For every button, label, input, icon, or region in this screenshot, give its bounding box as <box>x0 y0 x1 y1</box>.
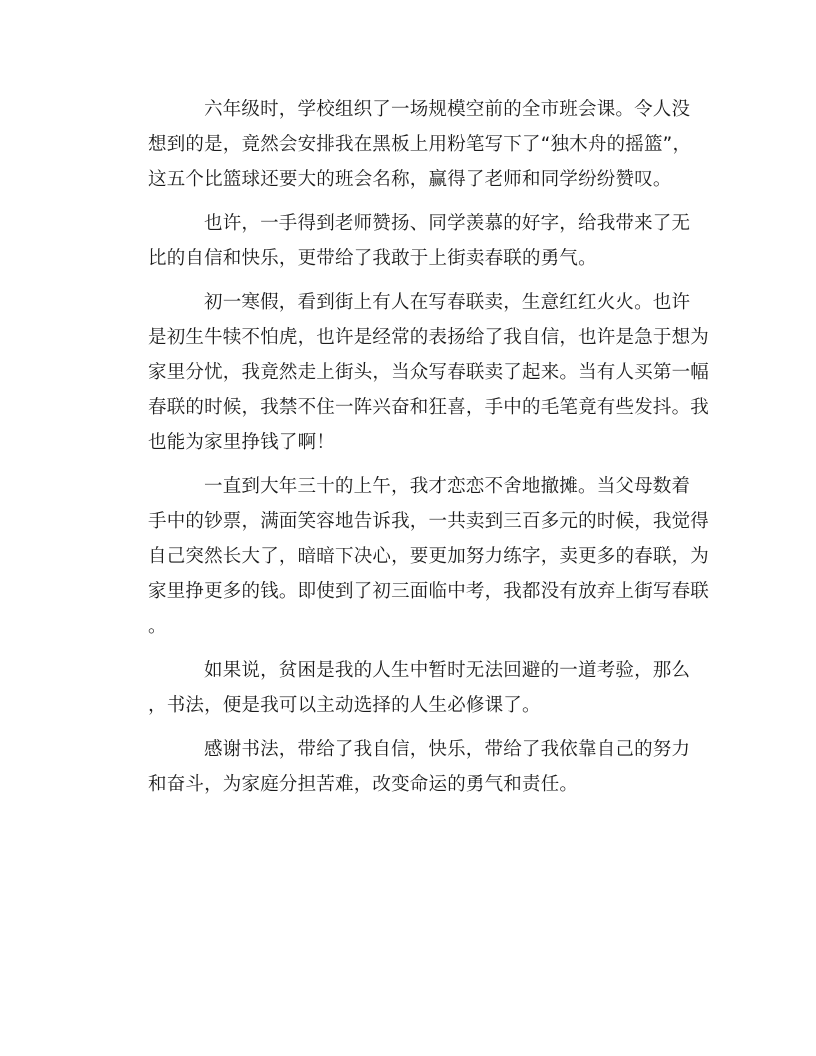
text-line: 六年级时，学校组织了一场规模空前的全市班会课。令人没 <box>204 99 691 120</box>
text-line: 初一寒假，看到街上有人在写春联卖，生意红红火火。也许 <box>204 292 691 313</box>
text-line: 想到的是，竟然会安排我在黑板上用粉笔写下了“独木舟的摇篮”， <box>148 134 692 155</box>
paragraph <box>148 206 691 276</box>
text-line: 手中的钞票，满面笑容地告诉我，一共卖到三百多元的时候，我觉得 <box>148 511 710 532</box>
text-line: ，书法，便是我可以主动选择的人生必修课了。 <box>148 695 541 716</box>
text-line: 也能为家里挣钱了啊！ <box>148 432 336 453</box>
paragraph <box>148 732 691 802</box>
text-line: 比的自信和快乐，更带给了我敢于上街卖春联的勇气。 <box>148 248 597 269</box>
text-line: 如果说，贫困是我的人生中暂时无法回避的一道考验，那么 <box>204 660 691 681</box>
text-line: 家里挣更多的钱。即使到了初三面临中考，我都没有放弃上街写春联 <box>148 581 710 602</box>
text-line: 感谢书法，带给了我自信，快乐，带给了我依靠自己的努力 <box>204 739 691 760</box>
text-line: 和奋斗，为家庭分担苦难，改变命运的勇气和责任。 <box>148 774 579 795</box>
document-body <box>148 92 710 802</box>
paragraph <box>148 285 710 460</box>
text-line: 是初生牛犊不怕虎，也许是经常的表扬给了我自信，也许是急于想为 <box>148 327 710 348</box>
text-line: 也许，一手得到老师赞扬、同学羡慕的好字，给我带来了无 <box>204 213 691 234</box>
text-line: 春联的时候，我禁不住一阵兴奋和狂喜，手中的毛笔竟有些发抖。我 <box>148 397 710 418</box>
text-line: 自己突然长大了，暗暗下决心，要更加努力练字，卖更多的春联，为 <box>148 546 710 567</box>
text-line: 一直到大年三十的上午，我才恋恋不舍地撤摊。当父母数着 <box>204 476 691 497</box>
text-line: 家里分忧，我竟然走上街头，当众写春联卖了起来。当有人买第一幅 <box>148 362 710 383</box>
paragraph <box>148 92 692 197</box>
text-line: 。 <box>148 616 167 637</box>
paragraph <box>148 653 691 723</box>
paragraph <box>148 469 710 644</box>
text-line: 这五个比篮球还要大的班会名称，赢得了老师和同学纷纷赞叹。 <box>148 169 672 190</box>
